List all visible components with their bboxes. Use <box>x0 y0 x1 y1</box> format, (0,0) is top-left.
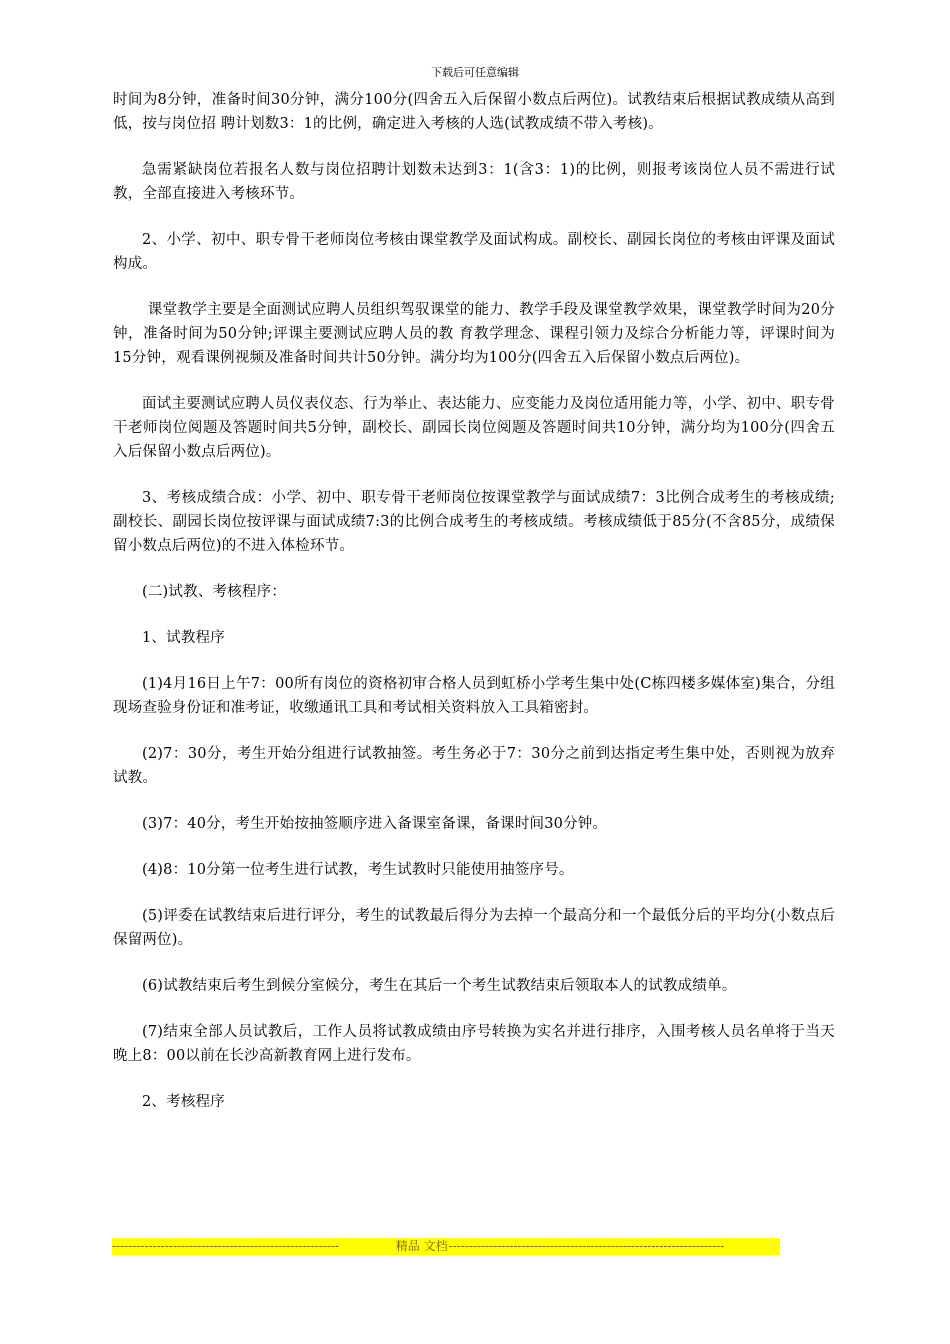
procedure-step-3: (3)7：40分，考生开始按抽签顺序进入备课室备课，备课时间30分钟。 <box>142 816 608 832</box>
footer-dashes-right: -------------------------------------------------------------------- <box>448 1239 725 1253</box>
procedure-step-2: (2)7：30分，考生开始分组进行试教抽签。考生务必于7：30分之前到达指定考生集中处，否则视为放弃试教。 <box>113 746 835 786</box>
footer-dashes-left: -------------------------------------------------------- <box>112 1239 340 1253</box>
paragraph-assessment-composition: 2、小学、初中、职专骨干老师岗位考核由课堂教学及面试构成。副校长、副园长岗位的考核由评课及面试构成。 <box>113 232 835 272</box>
paragraph-score-synthesis: 3、考核成绩合成：小学、初中、职专骨干老师岗位按课堂教学与面试成绩7：3比例合成考生的考核成绩;副校长、副园长岗位按评课与面试成绩7:3的比例合成考生的考核成绩。考核成绩低于85分(不含85分，成绩保留小数点后两位)的不进入体检环节。 <box>113 490 835 554</box>
procedure-step-4: (4)8：10分第一位考生进行试教，考生试教时只能使用抽签序号。 <box>142 862 574 878</box>
paragraph-shortage-positions: 急需紧缺岗位若报名人数与岗位招聘计划数未达到3：1(含3：1)的比例，则报考该岗位人员不需进行试教，全部直接进入考核环节。 <box>113 162 835 202</box>
page-footer <box>112 1238 780 1255</box>
paragraph-exam-timing: 时间为8分钟，准备时间30分钟，满分100分(四舍五入后保留小数点后两位)。试教结束后根据试教成绩从高到低，按与岗位招 聘计划数3：1的比例，确定进入考核的人选(试教成绩不带入考核)。 <box>113 92 835 132</box>
section-heading-trial-procedure: 1、试教程序 <box>142 630 225 646</box>
procedure-step-1: (1)4月16日上午7：00所有岗位的资格初审合格人员到虹桥小学考生集中处(C栋四楼多媒体室)集合，分组现场查验身份证和准考证，收缴通讯工具和考试相关资料放入工具箱密封。 <box>113 676 835 716</box>
paragraph-classroom-teaching: 课堂教学主要是全面测试应聘人员组织驾驭课堂的能力、教学手段及课堂教学效果，课堂教学时间为20分钟，准备时间为50分钟;评课主要测试应聘人员的教 育教学理念、课程引领力及综合分析能力等，评课时间为15分钟，观看课例视频及准备时间共计50分钟。满分均为100分(四舍五入后保留小数点后两位)。 <box>113 302 835 366</box>
paragraph-interview: 面试主要测试应聘人员仪表仪态、行为举止、表达能力、应变能力及岗位适用能力等，小学、初中、职专骨干老师岗位阅题及答题时间共5分钟，副校长、副园长岗位阅题及答题时间共10分钟，满分均为100分(四舍五入后保留小数点后两位)。 <box>113 396 835 460</box>
procedure-step-7: (7)结束全部人员试教后，工作人员将试教成绩由序号转换为实名并进行排序，入围考核人员名单将于当天晚上8：00以前在长沙高新教育网上进行发布。 <box>113 1024 835 1064</box>
procedure-step-6: (6)试教结束后考生到候分室候分，考生在其后一个考生试教结束后领取本人的试教成绩单。 <box>142 978 737 994</box>
page-header: 下载后可任意编辑 <box>431 66 519 79</box>
section-heading-assessment-procedure: 2、考核程序 <box>142 1094 225 1110</box>
section-heading-procedures: (二)试教、考核程序： <box>142 584 287 600</box>
footer-label: 精品 文档 <box>395 1239 448 1253</box>
document-body <box>113 88 835 1136</box>
procedure-step-5: (5)评委在试教结束后进行评分，考生的试教最后得分为去掉一个最高分和一个最低分后的平均分(小数点后保留两位)。 <box>113 908 835 948</box>
